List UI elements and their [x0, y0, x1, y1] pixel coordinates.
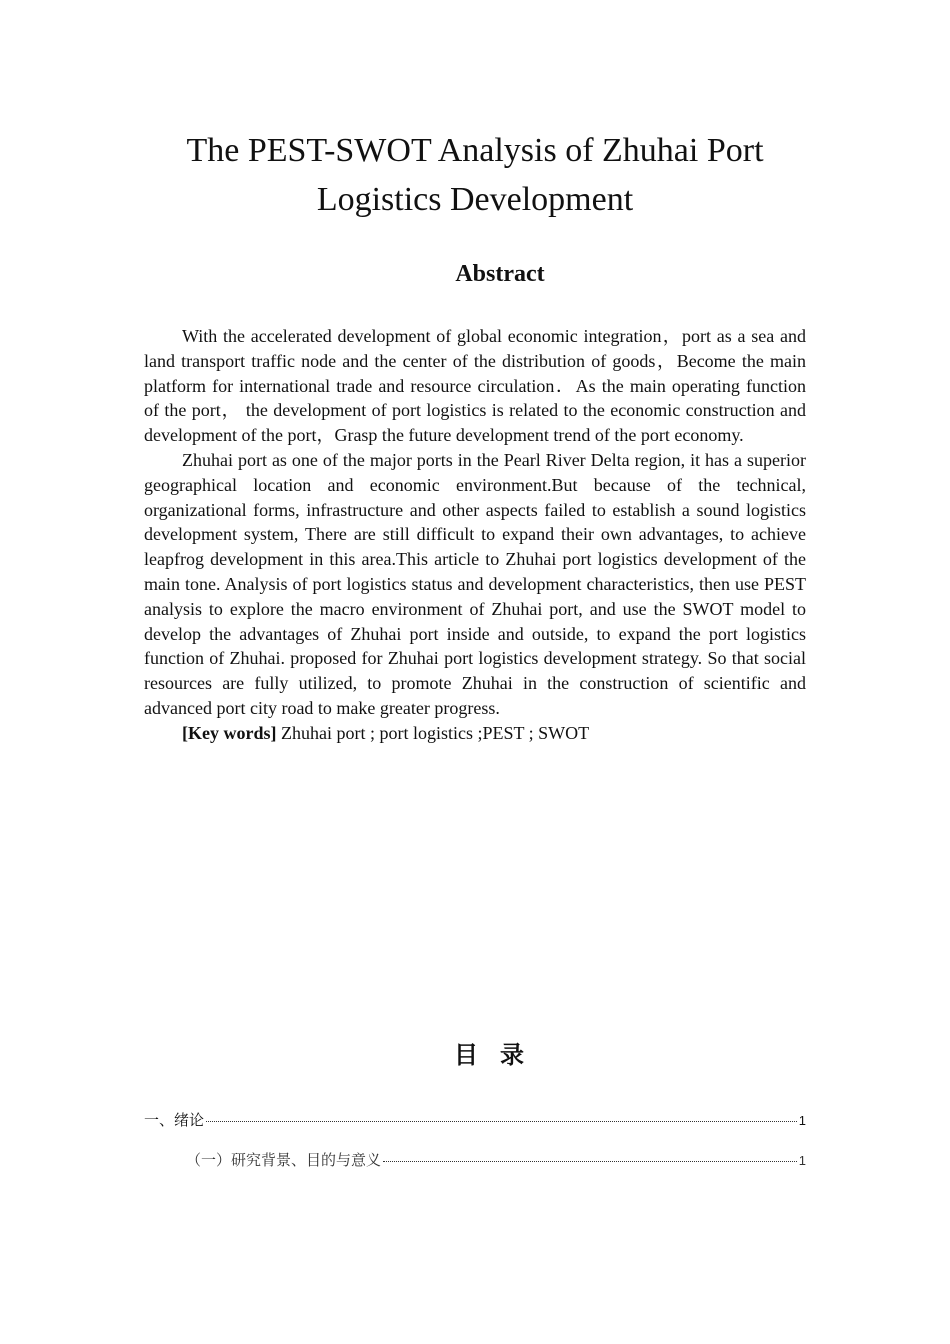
toc-entry[interactable] [144, 1110, 806, 1131]
abstract-body [144, 324, 806, 746]
toc-entry-label: （一）研究背景、目的与意义 [186, 1151, 382, 1169]
toc-leader-dots [383, 1161, 797, 1162]
abstract-heading: Abstract [455, 261, 545, 287]
keywords-text: Zhuhai port ; port logistics ;PEST ; SWOT [276, 722, 590, 743]
keywords-line [144, 721, 806, 746]
toc-entry-page: 1 [798, 1113, 806, 1128]
toc-entry-page: 1 [798, 1153, 806, 1168]
toc-leader-dots [206, 1121, 797, 1122]
document-title: The PEST-SWOT Analysis of Zhuhai Port Logistics Development [186, 132, 764, 218]
abstract-paragraph: Zhuhai port as one of the major ports in the Pearl River Delta region, it has a superior geographical location and economic environment.But because of the technical, organizational forms, infrastructure and other aspects failed to establish a sound logistics development system, There are still difficult to expand their own advantages, to achieve leapfrog development in this area.This article to Zhuhai port logistics development of the main tone. Analysis of port logistics status and development characteristics, then use PEST analysis to explore the macro environment of Zhuhai port, and use the SWOT model to develop the advantages of Zhuhai port inside and outside, to expand the port logistics function of Zhuhai. proposed for Zhuhai port logistics development strategy. So that social resources are fully utilized, to promote Zhuhai in the construction of scientific and advanced port city road to make greater progress. [144, 449, 806, 718]
keywords-label: [Key words] [182, 722, 277, 743]
abstract-paragraph: With the accelerated development of global economic integration，port as a sea and land transport traffic node and the center of the distribution of goods，Become the main platform for international trade and resource circulation．As the main operating function of the port， the development of port logistics is related to the economic construction and development of the port，Grasp the future development trend of the port economy. [144, 326, 806, 446]
toc-entry[interactable] [186, 1150, 806, 1171]
toc-entry-label: 一、绪论 [144, 1111, 205, 1129]
toc-heading: 目录 [454, 1041, 546, 1069]
